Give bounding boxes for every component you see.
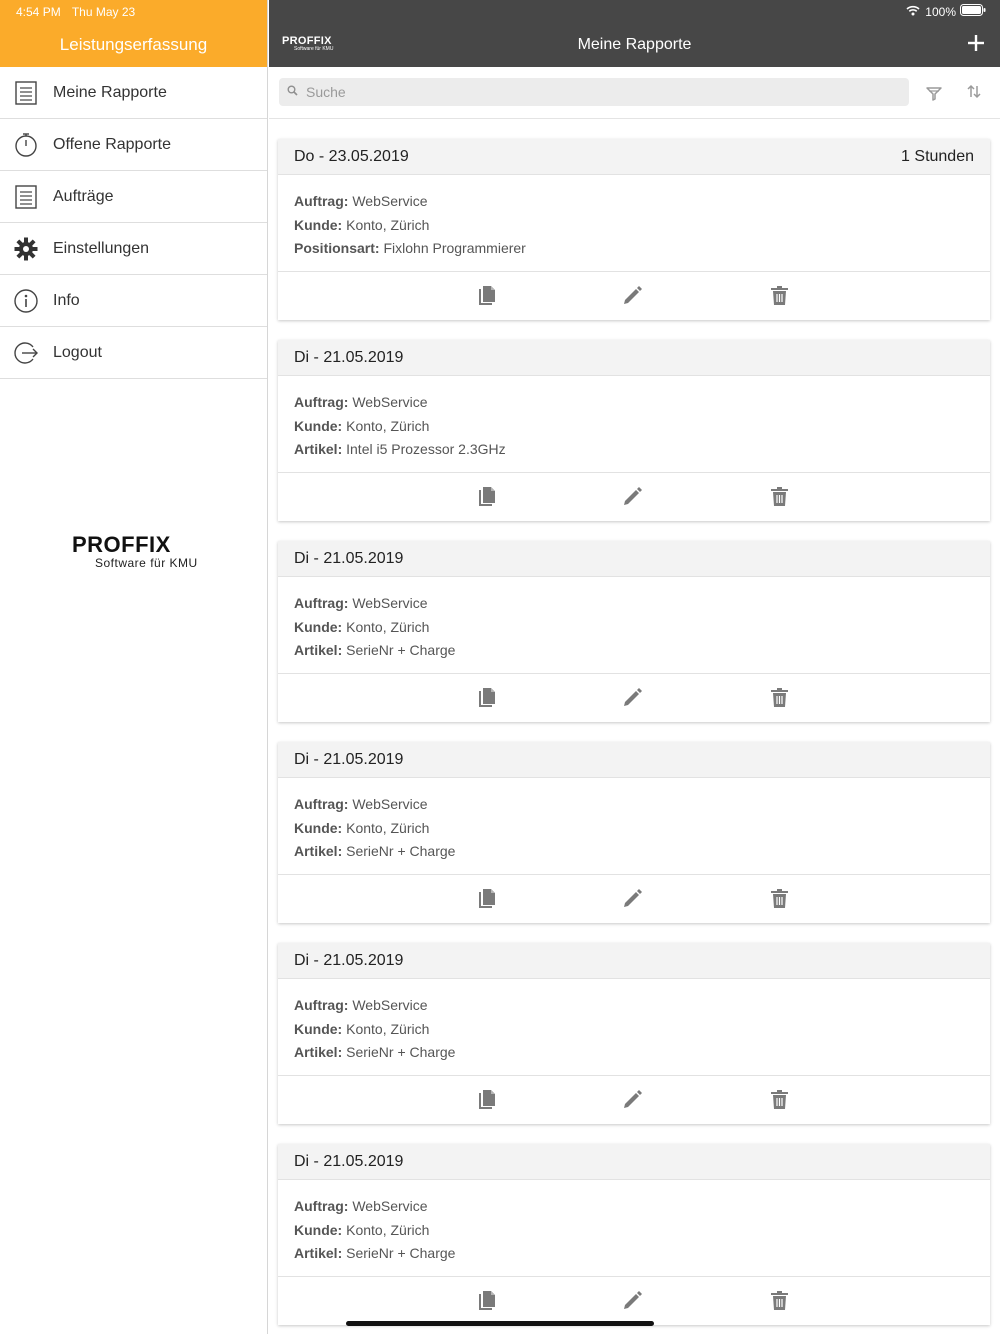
report-date: Di - 21.05.2019 [294, 549, 404, 567]
sidebar-item-label: Offene Rapporte [53, 135, 172, 153]
report-auftrag [294, 391, 974, 415]
kunde-value: Konto, Zürich [346, 1020, 430, 1037]
report-card-body [278, 577, 990, 674]
sidebar-item-meine-rapporte[interactable] [0, 67, 267, 119]
kunde-value: Konto, Zürich [346, 819, 430, 836]
extra-label: Artikel: [294, 843, 343, 859]
report-auftrag [294, 190, 974, 214]
page-title: Meine Rapporte [577, 36, 692, 53]
auftrag-value: WebService [352, 595, 428, 611]
copy-icon [479, 487, 495, 506]
sidebar-item-einstellungen[interactable] [0, 223, 267, 275]
sidebar-item-label: Info [53, 291, 80, 309]
report-card[interactable] [278, 541, 990, 722]
battery-icon [960, 4, 986, 19]
report-date: Di - 21.05.2019 [294, 348, 404, 366]
auftrag-label: Auftrag: [294, 1198, 349, 1214]
edit-button[interactable] [623, 486, 643, 506]
pencil-icon [623, 1089, 643, 1109]
copy-button[interactable] [477, 888, 497, 908]
status-time: 4:54 PM [16, 5, 61, 19]
extra-label: Artikel: [294, 1245, 343, 1261]
copy-button[interactable] [477, 1290, 497, 1310]
edit-button[interactable] [623, 1290, 643, 1310]
search-field[interactable] [279, 78, 909, 106]
extra-label: Positionsart: [294, 240, 380, 256]
auftrag-value: WebService [352, 997, 428, 1013]
copy-icon [479, 286, 495, 305]
auftrag-label: Auftrag: [294, 997, 349, 1013]
report-date: Di - 21.05.2019 [294, 1152, 404, 1170]
auftrag-value: WebService [352, 394, 428, 410]
kunde-value: Konto, Zürich [346, 1221, 430, 1238]
report-kunde [294, 616, 974, 640]
report-extra [294, 237, 974, 261]
filter-icon [924, 83, 944, 103]
trash-icon [771, 1090, 788, 1109]
report-hours: 1 Stunden [901, 147, 974, 165]
report-card[interactable] [278, 943, 990, 1124]
battery-percent: 100% [925, 4, 956, 19]
add-report-button[interactable] [966, 33, 986, 53]
report-card[interactable] [278, 1144, 990, 1325]
trash-icon [771, 286, 788, 305]
report-card-header [278, 1144, 990, 1180]
report-card[interactable] [278, 139, 990, 320]
delete-button[interactable] [769, 687, 789, 707]
report-date: Do - 23.05.2019 [294, 147, 409, 165]
extra-label: Artikel: [294, 1044, 343, 1060]
trash-icon [771, 1291, 788, 1310]
auftrag-value: WebService [352, 193, 428, 209]
extra-label: Artikel: [294, 642, 343, 658]
report-card-actions [278, 875, 990, 922]
header-logo-name: PROFFIX [282, 35, 332, 47]
brand-tagline: Software für KMU [95, 556, 198, 570]
copy-icon [479, 1090, 495, 1109]
sidebar-header [0, 0, 267, 67]
copy-icon [479, 688, 495, 707]
search-bar [269, 67, 1000, 119]
plus-icon [967, 34, 985, 52]
pencil-icon [623, 888, 643, 908]
pencil-icon [623, 687, 643, 707]
sidebar-item-label: Meine Rapporte [53, 83, 167, 101]
edit-button[interactable] [623, 1089, 643, 1109]
info-icon [13, 288, 39, 314]
status-bar-left [16, 5, 143, 19]
wifi-icon [906, 5, 920, 19]
copy-icon [479, 1291, 495, 1310]
report-kunde [294, 1219, 974, 1243]
header-logo-tagline: Software für KMU [294, 46, 334, 52]
auftrag-label: Auftrag: [294, 193, 349, 209]
sidebar-item-label: Einstellungen [53, 239, 150, 257]
report-extra [294, 1242, 974, 1266]
delete-button[interactable] [769, 285, 789, 305]
report-list [278, 139, 990, 1334]
report-card[interactable] [278, 742, 990, 923]
report-card-body [278, 1180, 990, 1277]
pencil-icon [623, 486, 643, 506]
extra-value: SerieNr + Charge [346, 642, 456, 658]
logout-icon [13, 340, 39, 366]
delete-button[interactable] [769, 1290, 789, 1310]
extra-value: Fixlohn Programmierer [383, 240, 526, 256]
report-card-header [278, 742, 990, 778]
pencil-icon [623, 1290, 643, 1310]
kunde-label: Kunde: [294, 819, 343, 836]
copy-button[interactable] [477, 687, 497, 707]
report-card-body [278, 778, 990, 875]
report-card-header [278, 139, 990, 175]
list-icon [13, 80, 39, 106]
report-kunde [294, 415, 974, 439]
report-card[interactable] [278, 340, 990, 521]
filter-button[interactable] [924, 83, 944, 103]
copy-button[interactable] [477, 285, 497, 305]
kunde-value: Konto, Zürich [346, 216, 430, 233]
auftrag-value: WebService [352, 1198, 428, 1214]
kunde-label: Kunde: [294, 1221, 343, 1238]
copy-button[interactable] [477, 486, 497, 506]
delete-button[interactable] [769, 486, 789, 506]
trash-icon [771, 487, 788, 506]
extra-value: Intel i5 Prozessor 2.3GHz [346, 441, 506, 457]
brand-name: PROFFIX [72, 532, 171, 557]
auftrag-label: Auftrag: [294, 394, 349, 410]
report-card-actions [278, 674, 990, 721]
report-card-body [278, 376, 990, 473]
search-input[interactable] [306, 84, 886, 100]
report-card-actions [278, 473, 990, 520]
sidebar-item-offene-rapporte[interactable] [0, 119, 267, 171]
sidebar-item-label: Aufträge [53, 187, 114, 205]
extra-value: SerieNr + Charge [346, 843, 456, 859]
kunde-value: Konto, Zürich [346, 618, 430, 635]
delete-button[interactable] [769, 1089, 789, 1109]
report-card-header [278, 943, 990, 979]
delete-button[interactable] [769, 888, 789, 908]
extra-value: SerieNr + Charge [346, 1245, 456, 1261]
report-card-actions [278, 1277, 990, 1324]
report-auftrag [294, 994, 974, 1018]
sidebar-item-logout[interactable] [0, 327, 267, 379]
kunde-label: Kunde: [294, 618, 343, 635]
report-kunde [294, 1018, 974, 1042]
edit-button[interactable] [623, 888, 643, 908]
edit-button[interactable] [623, 285, 643, 305]
report-date: Di - 21.05.2019 [294, 951, 404, 969]
extra-value: SerieNr + Charge [346, 1044, 456, 1060]
list-icon [13, 184, 39, 210]
main-content [269, 0, 1000, 1334]
report-date: Di - 21.05.2019 [294, 750, 404, 768]
stopwatch-icon [13, 132, 39, 158]
report-card-actions [278, 272, 990, 319]
report-auftrag [294, 793, 974, 817]
status-bar-right [906, 4, 986, 19]
report-extra [294, 840, 974, 864]
report-auftrag [294, 1195, 974, 1219]
sidebar-item-label: Logout [53, 343, 102, 361]
sidebar-item-info[interactable] [0, 275, 267, 327]
sort-button[interactable] [965, 82, 983, 102]
sort-icon [965, 82, 983, 102]
auftrag-value: WebService [352, 796, 428, 812]
report-card-header [278, 340, 990, 376]
pencil-icon [623, 285, 643, 305]
gear-icon [13, 236, 39, 262]
report-card-actions [278, 1076, 990, 1123]
brand-logo [72, 532, 198, 570]
home-indicator [346, 1321, 654, 1326]
report-kunde [294, 214, 974, 238]
report-extra [294, 1041, 974, 1065]
report-card-header [278, 541, 990, 577]
search-icon [287, 83, 298, 101]
kunde-label: Kunde: [294, 1020, 343, 1037]
report-extra [294, 639, 974, 663]
report-card-body [278, 979, 990, 1076]
report-card-body [278, 175, 990, 272]
trash-icon [771, 688, 788, 707]
sidebar-title: Leistungserfassung [59, 35, 208, 54]
report-auftrag [294, 592, 974, 616]
sidebar-item-auftraege[interactable] [0, 171, 267, 223]
copy-icon [479, 889, 495, 908]
edit-button[interactable] [623, 687, 643, 707]
auftrag-label: Auftrag: [294, 595, 349, 611]
status-date: Thu May 23 [71, 5, 136, 19]
kunde-label: Kunde: [294, 417, 343, 434]
kunde-value: Konto, Zürich [346, 417, 430, 434]
copy-button[interactable] [477, 1089, 497, 1109]
report-kunde [294, 817, 974, 841]
navigation-bar [269, 0, 1000, 67]
report-extra [294, 438, 974, 462]
extra-label: Artikel: [294, 441, 343, 457]
trash-icon [771, 889, 788, 908]
sidebar [0, 0, 268, 1334]
auftrag-label: Auftrag: [294, 796, 349, 812]
kunde-label: Kunde: [294, 216, 343, 233]
